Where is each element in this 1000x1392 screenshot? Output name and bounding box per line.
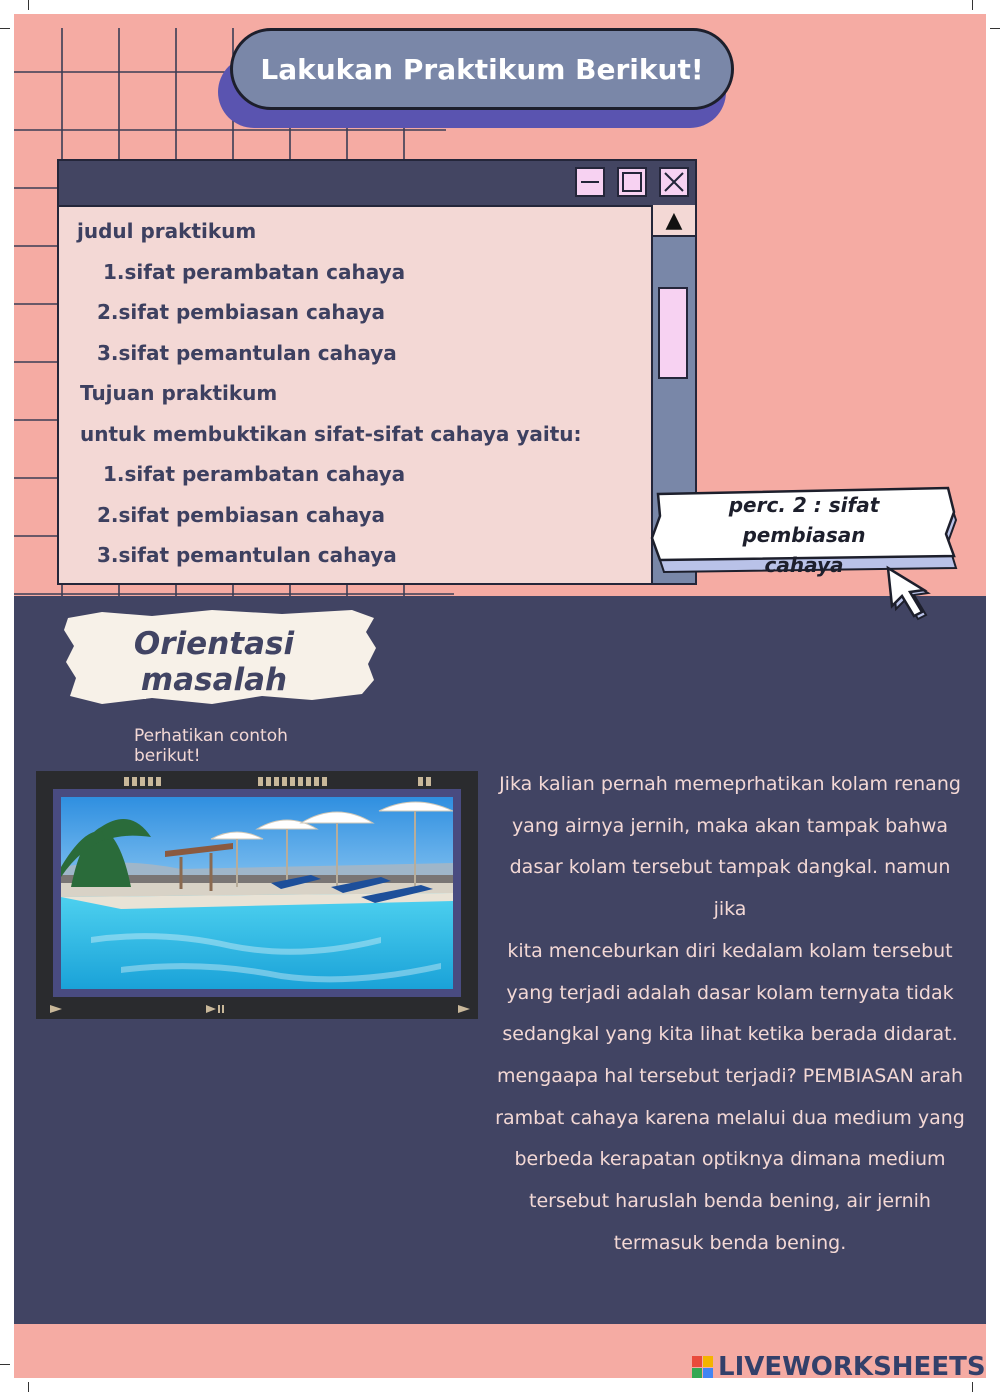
paragraph-line: berbeda kerapatan optiknya dimana medium — [514, 1148, 946, 1171]
paragraph-line: tersebut haruslah benda bening, air jernih — [529, 1190, 931, 1213]
paragraph-line: termasuk benda bening. — [613, 1231, 847, 1254]
paragraph-line: yang terjadi adalah dasar kolam ternyata tidak — [506, 981, 954, 1004]
maximize-icon[interactable] — [617, 167, 647, 197]
crop-mark — [972, 1382, 973, 1392]
page-title: Lakukan Praktikum Berikut! — [230, 28, 734, 110]
ribbon-line: cahaya — [764, 553, 844, 577]
paragraph-line: yang airnya jernih, maka akan tampak bahwa — [511, 814, 949, 837]
cursor-arrow-icon — [882, 564, 938, 622]
explanation-paragraph — [494, 764, 966, 1264]
paragraph-line: sedangkal yang kita lihat ketika berada didarat. — [502, 1023, 958, 1046]
image-caption: Perhatikan contoh berikut! — [134, 726, 288, 766]
crop-mark — [972, 0, 973, 10]
content-line: judul praktikum — [77, 219, 257, 243]
content-line: 2.sifat pembiasan cahaya — [97, 300, 385, 324]
content-line: 1.sifat perambatan cahaya — [103, 462, 406, 486]
window-content — [77, 211, 647, 576]
close-icon[interactable] — [659, 167, 689, 197]
window-titlebar — [59, 161, 695, 207]
pool-image — [61, 797, 453, 989]
paragraph-line: Jika kalian pernah memeprhatikan kolam renang — [499, 773, 961, 795]
paragraph-line: rambat cahaya karena melalui dua medium yang — [495, 1106, 965, 1129]
crop-mark — [28, 0, 29, 10]
crop-mark — [28, 1382, 29, 1392]
crop-mark — [990, 28, 1000, 29]
liveworksheets-logo-icon — [692, 1356, 714, 1378]
section-heading: Orientasi masalah — [133, 626, 295, 698]
crop-mark — [0, 28, 10, 29]
content-line: 3.sifat pemantulan cahaya — [97, 543, 397, 567]
minimize-icon[interactable] — [575, 167, 605, 197]
film-window — [53, 789, 461, 997]
ribbon-line: perc. 2 : sifat pembiasan — [728, 493, 880, 547]
content-line: 1.sifat perambatan cahaya — [103, 259, 406, 284]
scroll-up-arrow-icon[interactable]: ▲ — [653, 205, 695, 237]
content-line: 3.sifat pemantulan cahaya — [97, 340, 397, 365]
crop-mark — [0, 1364, 10, 1365]
paragraph-line: kita menceburkan diri kedalam kolam tersebut — [507, 939, 953, 962]
paragraph-line: dasar kolam tersebut tampak dangkal. namun jika — [509, 856, 951, 921]
footer-brand: LIVEWORKSHEETS — [718, 1352, 986, 1378]
content-line: untuk membuktikan sifat-sifat cahaya yaitu: — [80, 421, 582, 446]
retro-window — [57, 159, 697, 585]
content-line: 2.sifat pembiasan cahaya — [97, 502, 385, 527]
film-frame — [36, 771, 478, 1019]
paragraph-line: mengaapa hal tersebut terjadi? PEMBIASAN arah — [496, 1064, 964, 1087]
content-line: Tujuan praktikum — [80, 381, 278, 405]
scrollbar-thumb[interactable] — [658, 287, 688, 379]
worksheet-page — [14, 14, 986, 1378]
